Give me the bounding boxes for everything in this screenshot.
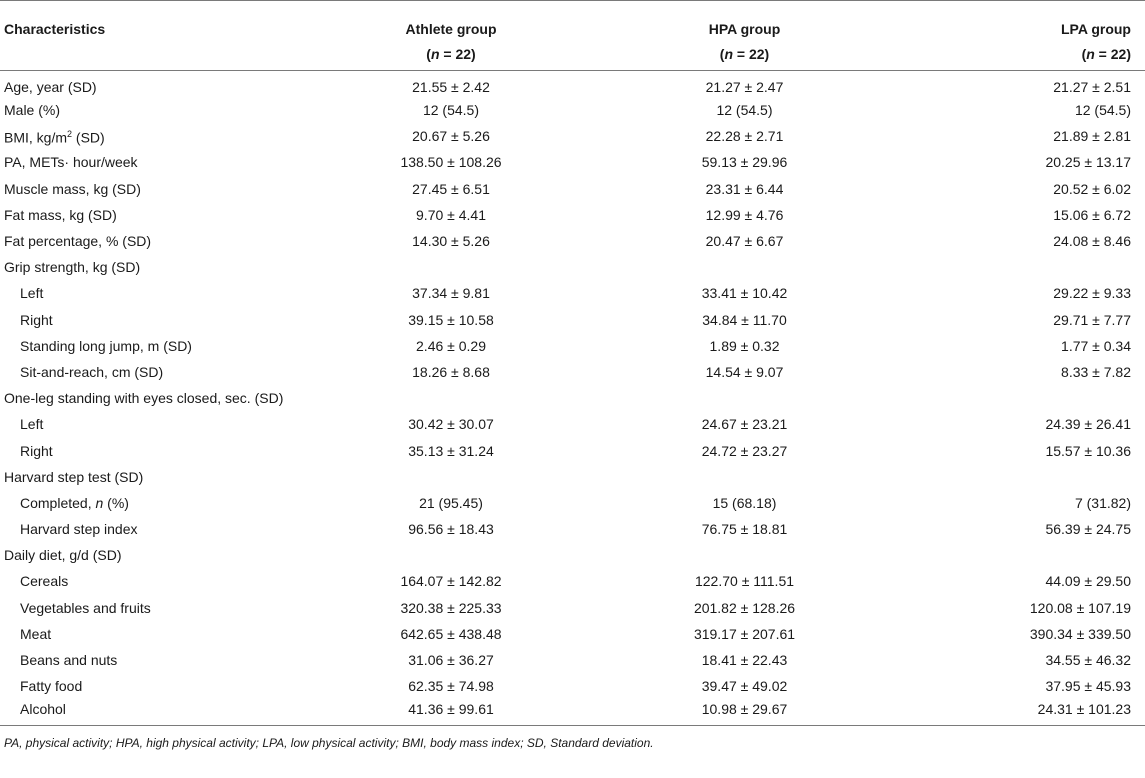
table-row: [0, 490, 1145, 516]
lpa-value: 29.71 ± 7.77: [1053, 311, 1131, 328]
row-label-text: Fatty food: [20, 678, 83, 695]
header-row: [0, 1, 1145, 71]
row-label: [0, 568, 330, 594]
hpa-value: 39.47 ± 49.02: [701, 678, 788, 695]
row-label: [0, 595, 330, 621]
row-label: [0, 97, 330, 123]
athlete-value: [330, 542, 572, 568]
group-n-label: n: [1086, 46, 1095, 62]
lpa-value: 21.27 ± 2.51: [1053, 79, 1131, 95]
lpa-value: [917, 385, 1145, 411]
row-label-text: Right: [20, 311, 53, 328]
athlete-value: [330, 464, 572, 490]
athlete-value: 18.26 ± 8.68: [412, 363, 490, 380]
table-row: [0, 307, 1145, 333]
hpa-value: 14.54 ± 9.07: [705, 363, 784, 380]
hpa-value: 24.67 ± 23.21: [701, 416, 788, 433]
hpa-value: 59.13 ± 29.96: [701, 154, 788, 171]
athlete-value: [330, 254, 572, 280]
table-row: [0, 437, 1145, 463]
hpa-value: 1.89 ± 0.32: [709, 337, 780, 354]
hpa-value: 12.99 ± 4.76: [705, 206, 784, 223]
header-athlete-group: Athlete group (n = 22): [405, 21, 497, 62]
hpa-value: 12 (54.5): [716, 102, 773, 119]
athlete-value: 164.07 ± 142.82: [400, 573, 502, 590]
table-row: [0, 123, 1145, 149]
row-label: [0, 490, 330, 516]
group-n-label: n: [430, 46, 440, 62]
athlete-value: 12 (54.5): [422, 102, 480, 119]
lpa-value: 29.22 ± 9.33: [1053, 285, 1131, 302]
row-label: [0, 411, 330, 437]
hpa-value: 21.27 ± 2.47: [705, 79, 784, 95]
row-label: [0, 621, 330, 647]
table-row: [0, 97, 1145, 123]
athlete-value: 41.36 ± 99.61: [408, 701, 494, 718]
header-hpa-group: HPA group (n = 22): [708, 21, 781, 62]
athlete-value: 14.30 ± 5.26: [412, 233, 490, 250]
row-label-text: Fat mass, kg (SD): [4, 206, 117, 223]
athlete-value: 35.13 ± 31.24: [408, 442, 494, 459]
athlete-value: 21 (95.45): [419, 494, 483, 511]
row-label-text: Grip strength, kg (SD): [4, 259, 141, 276]
group-n-value: = 22: [1094, 46, 1127, 62]
row-label: [0, 254, 330, 280]
lpa-value: 56.39 ± 24.75: [1045, 521, 1131, 538]
lpa-value: [917, 464, 1145, 490]
header-characteristics: Characteristics: [4, 21, 106, 37]
athlete-value: [330, 385, 572, 411]
table-row: [0, 647, 1145, 673]
athlete-value: 62.35 ± 74.98: [408, 678, 494, 695]
row-label: [0, 516, 330, 542]
athlete-value: 39.15 ± 10.58: [408, 311, 494, 328]
lpa-value: 24.31 ± 101.23: [1037, 701, 1131, 718]
row-label-text: Muscle mass, kg (SD): [4, 180, 141, 197]
row-label: [0, 359, 330, 385]
lpa-value: 20.25 ± 13.17: [1045, 154, 1131, 171]
row-label-suffix: (SD): [72, 130, 105, 147]
table-row: [0, 699, 1145, 726]
table-body: [0, 71, 1145, 726]
hpa-value: [572, 542, 917, 568]
athlete-value: 320.38 ± 225.33: [400, 599, 502, 616]
table-row: [0, 254, 1145, 280]
hpa-value: 76.75 ± 18.81: [701, 521, 788, 538]
row-label-text: BMI, kg/m: [4, 130, 68, 147]
group-name: LPA group: [1061, 21, 1131, 37]
row-label-text: Left: [20, 416, 44, 433]
row-label-text: Completed,: [20, 494, 96, 511]
table-row: [0, 149, 1145, 175]
row-label-text: Alcohol: [20, 701, 66, 718]
row-label: [0, 673, 330, 699]
lpa-value: 390.34 ± 339.50: [1029, 625, 1131, 642]
athlete-value: 27.45 ± 6.51: [412, 180, 490, 197]
table-row: [0, 621, 1145, 647]
row-label-superscript: 2: [67, 129, 73, 140]
hpa-value: 15 (68.18): [712, 494, 777, 511]
lpa-value: 1.77 ± 0.34: [1061, 337, 1131, 354]
row-label: [0, 333, 330, 359]
table-row: [0, 385, 1145, 411]
row-label: [0, 228, 330, 254]
lpa-value: 15.57 ± 10.36: [1045, 442, 1131, 459]
lpa-value: [917, 542, 1145, 568]
group-n-value: = 22: [733, 46, 765, 62]
row-label: [0, 699, 330, 726]
lpa-value: 15.06 ± 6.72: [1053, 206, 1131, 223]
group-name: HPA group: [708, 21, 781, 37]
group-name: Athlete group: [405, 21, 497, 37]
row-label-text: Sit-and-reach, cm (SD): [20, 363, 164, 380]
lpa-value: 7 (31.82): [1074, 494, 1131, 511]
row-label: [0, 176, 330, 202]
hpa-value: [572, 464, 917, 490]
row-label-text: Male (%): [4, 102, 61, 119]
group-n-value: = 22: [439, 46, 472, 62]
lpa-value: 120.08 ± 107.19: [1029, 599, 1131, 616]
table-header: [0, 1, 1145, 71]
hpa-value: 22.28 ± 2.71: [705, 128, 784, 145]
table-row: [0, 595, 1145, 621]
row-label: [0, 307, 330, 333]
row-label: [0, 437, 330, 463]
hpa-value: 122.70 ± 111.51: [694, 573, 795, 590]
hpa-value: 34.84 ± 11.70: [702, 311, 787, 328]
row-label: [0, 542, 330, 568]
row-label-text: Daily diet, g/d (SD): [4, 547, 122, 564]
hpa-value: [572, 254, 917, 280]
row-label-italic: n: [95, 494, 104, 511]
athlete-value: 2.46 ± 0.29: [416, 337, 486, 354]
row-label: [0, 149, 330, 175]
row-label-text: Vegetables and fruits: [20, 599, 151, 616]
row-label: [0, 464, 330, 490]
header-lpa-group: LPA group (n = 22): [1061, 21, 1131, 62]
table-row: [0, 516, 1145, 542]
hpa-value: 319.17 ± 207.61: [693, 625, 796, 642]
row-label: [0, 71, 330, 98]
hpa-value: 18.41 ± 22.43: [701, 652, 788, 669]
row-label: [0, 202, 330, 228]
athlete-value: 21.55 ± 2.42: [412, 79, 490, 95]
table-row: [0, 673, 1145, 699]
athlete-value: 30.42 ± 30.07: [408, 416, 494, 433]
lpa-value: 24.39 ± 26.41: [1045, 416, 1131, 433]
row-label: [0, 280, 330, 306]
lpa-value: 37.95 ± 45.93: [1045, 678, 1131, 695]
hpa-value: 24.72 ± 23.27: [701, 442, 788, 459]
athlete-value: 642.65 ± 438.48: [400, 625, 502, 642]
athlete-value: 138.50 ± 108.26: [400, 154, 502, 171]
table-row: [0, 568, 1145, 594]
table-footnote: PA, physical activity; HPA, high physical activity; LPA, low physical activity; BMI, body mass index; SD, Standard deviation.: [4, 736, 654, 750]
lpa-value: [917, 254, 1145, 280]
hpa-value: 10.98 ± 29.67: [701, 701, 788, 718]
row-label-text: Standing long jump, m (SD): [20, 337, 192, 354]
row-label-text: Right: [20, 442, 53, 459]
lpa-value: 20.52 ± 6.02: [1053, 180, 1131, 197]
hpa-value: 20.47 ± 6.67: [705, 233, 784, 250]
table-row: [0, 542, 1145, 568]
row-label-text: Harvard step test (SD): [4, 468, 144, 485]
table-row: [0, 202, 1145, 228]
row-label: [0, 385, 330, 411]
group-n-label: n: [724, 46, 734, 62]
athlete-value: 9.70 ± 4.41: [416, 206, 486, 223]
lpa-value: 12 (54.5): [1074, 102, 1131, 119]
hpa-value: 23.31 ± 6.44: [705, 180, 784, 197]
row-label-text: PA, METs· hour/week: [4, 154, 138, 171]
row-label: [0, 647, 330, 673]
lpa-value: 21.89 ± 2.81: [1053, 128, 1131, 145]
table-row: [0, 359, 1145, 385]
row-label: [0, 123, 330, 149]
table-row: [0, 333, 1145, 359]
lpa-value: 34.55 ± 46.32: [1045, 652, 1131, 669]
table-row: [0, 228, 1145, 254]
row-label-suffix: (%): [103, 494, 129, 511]
row-label-text: One-leg standing with eyes closed, sec. (SD): [4, 390, 284, 407]
hpa-value: [572, 385, 917, 411]
row-label-text: Beans and nuts: [20, 652, 118, 669]
row-label-text: Harvard step index: [20, 521, 138, 538]
lpa-value: 44.09 ± 29.50: [1045, 573, 1131, 590]
athlete-value: 20.67 ± 5.26: [412, 128, 490, 145]
row-label-text: Meat: [20, 625, 52, 642]
hpa-value: 33.41 ± 10.42: [701, 285, 788, 302]
row-label-text: Cereals: [20, 573, 69, 590]
hpa-value: 201.82 ± 128.26: [693, 599, 796, 616]
athlete-value: 37.34 ± 9.81: [412, 285, 490, 302]
table-row: [0, 411, 1145, 437]
athlete-value: 96.56 ± 18.43: [408, 521, 494, 538]
lpa-value: 24.08 ± 8.46: [1053, 233, 1131, 250]
table-row: [0, 176, 1145, 202]
lpa-value: 8.33 ± 7.82: [1061, 363, 1131, 380]
row-label-text: Fat percentage, % (SD): [4, 233, 152, 250]
table-row: [0, 464, 1145, 490]
row-label-text: Left: [20, 285, 44, 302]
table-row: [0, 280, 1145, 306]
athlete-value: 31.06 ± 36.27: [408, 652, 494, 669]
table-row: [0, 71, 1145, 98]
row-label-text: Age, year (SD): [4, 79, 97, 95]
